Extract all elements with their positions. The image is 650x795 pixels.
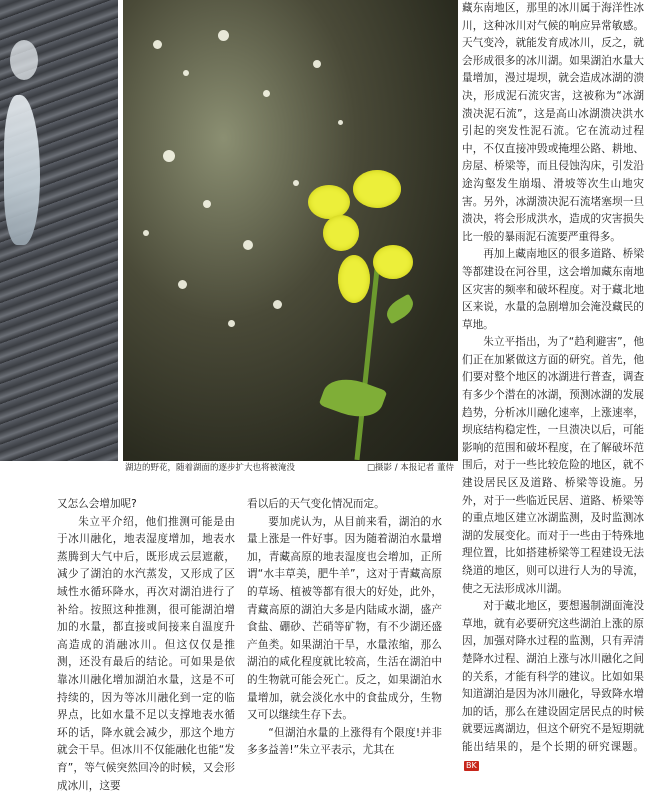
glacier-ice: [4, 95, 40, 245]
paragraph: “但湖泊水量的上涨得有个限度!并非多多益善!”朱立平表示，尤其在: [247, 726, 442, 757]
petal: [373, 245, 413, 279]
end-mark-badge: BK: [466, 760, 477, 770]
article-column-3: [462, 0, 644, 774]
snow-patch: [10, 40, 38, 80]
petal: [323, 215, 359, 251]
paragraph: 要加虎认为，从目前来看，湖泊的水量上涨是一件好事。因为随着湖泊水量增加，青藏高原的地表湿度也会增加，正所谓“水丰草美，肥牛羊”，这对于青藏高原的草场、植被等都有很大的好处，此外，青藏高原的湖泊大多是内陆咸水湖，盛产食盐、硼砂、芒硝等矿物，有不少湖还盛产鱼类。如果湖泊干旱，水量浓缩，那么湖泊的咸化程度就比较高，生活在湖泊中的生物就可能会死亡。反之，如果湖泊水量增加，就会淡化水中的食盐成分，生物又可以继续生存下去。: [247, 515, 442, 722]
paragraph: 朱立平介绍，他们推测可能是由于冰川融化，地表湿度增加，地表水蒸腾到大气中后，既形成云层遮蔽，减少了湖泊的水汽蒸发，又形成了区域性水循环降水，再次对湖泊进行了补给。按照这种推测，很可能湖泊增加的水量，都直接或间接来自温度升高造成的消融冰川。但这仅仅是推测，还没有最后的结论。可如果是依靠冰川融化增加湖泊水量，这是不可持续的，因为等冰川融化到一定的临界点，比如水量不足以支撑地表水循环的话，降水就会减少，那这个地方就会干旱。但冰川不仅能融化也能“发育”，等气候突然回冷的时候，又会形成冰川，这要: [57, 515, 235, 792]
glacier-photo: [0, 0, 118, 461]
petal: [308, 185, 350, 219]
petal: [353, 170, 401, 208]
paragraph: 朱立平指出，为了“趋利避害”，他们正在加紧做这方面的研究。首先，他们要对整个地区的冰湖进行普查，调查有多少个潜在的冰湖，预测冰湖的发展趋势，分析冰川融化速率，上涨速率，坝底结构稳定性，一旦溃决以后，可能影响的范围和破坏程度，在了解破坏范围后，对于一些比较危险的地区，就不建设居民区及道路、桥梁等设施。另外，对于一些临近民居、道路、桥梁等的重点地区建立冰湖监测，及时监测冰湖的发展变化。而对于一些由于特殊地理位置，比如搭建桥梁等工程建设无法绕道的地区，则可以进行人为的导流，使之无法形成冰川湖。: [462, 336, 644, 595]
paragraph-text: 对于藏北地区，要想遏制湖面淹没草地，就有必要研究这些湖泊上涨的原因，加强对降水过程的监测，只有弄清楚降水过程、湖泊上涨与冰川融化之间的关系，才能有科学的建议。比如如果知道湖泊是因为冰川融化，导致降水增加的话，那么在建设固定居民点的时候就要远离湖边，但这个研究不是短期就能出结果的，是个长期的研究课题。: [462, 600, 644, 753]
photo-caption-bar: [123, 461, 458, 475]
leaf: [383, 294, 418, 325]
article-column-1: [57, 496, 235, 795]
photo-credit: □摄影 / 本报记者 董侍: [366, 463, 454, 473]
paragraph: 藏东南地区，那里的冰川属于海洋性冰川，这种冰川对气候的响应异常敏感。天气变冷，就能发育成冰川，反之，就会形成很多的冰川湖。如果湖泊水量大量增加，漫过堤坝，就会造成冰湖的溃决，形成泥石流灾害，这被称为“冰湖溃决泥石流”，这是高山冰湖溃决洪水引起的突发性泥石流。它在流动过程中，不仅直接冲毁或掩埋公路、耕地、房屋、桥梁等，而且侵蚀沟床，引发沿途沟壑发生崩塌、滑坡等次生山地灾害。另外，冰湖溃决泥石流堵塞坝一旦溃决，将会形成洪水，造成的灾害损失比一般的暴雨泥石流要严重得多。: [462, 2, 644, 243]
paragraph: [462, 598, 644, 774]
leaf: [319, 371, 388, 425]
paragraph: 看以后的天气变化情况而定。: [247, 498, 385, 510]
article-column-2: [247, 496, 442, 760]
photo-caption: 湖边的野花，随着湖面的逐步扩大也将被淹没: [125, 463, 296, 473]
petal: [338, 255, 370, 303]
paragraph: 又怎么会增加呢?: [57, 498, 137, 510]
wildflower-photo: [123, 0, 458, 461]
paragraph: 再加上藏南地区的很多道路、桥梁等都建设在河谷里，这会增加藏东南地区灾害的频率和破坏程度。对于藏北地区来说，水量的急剧增加会淹没藏民的草地。: [462, 248, 644, 331]
